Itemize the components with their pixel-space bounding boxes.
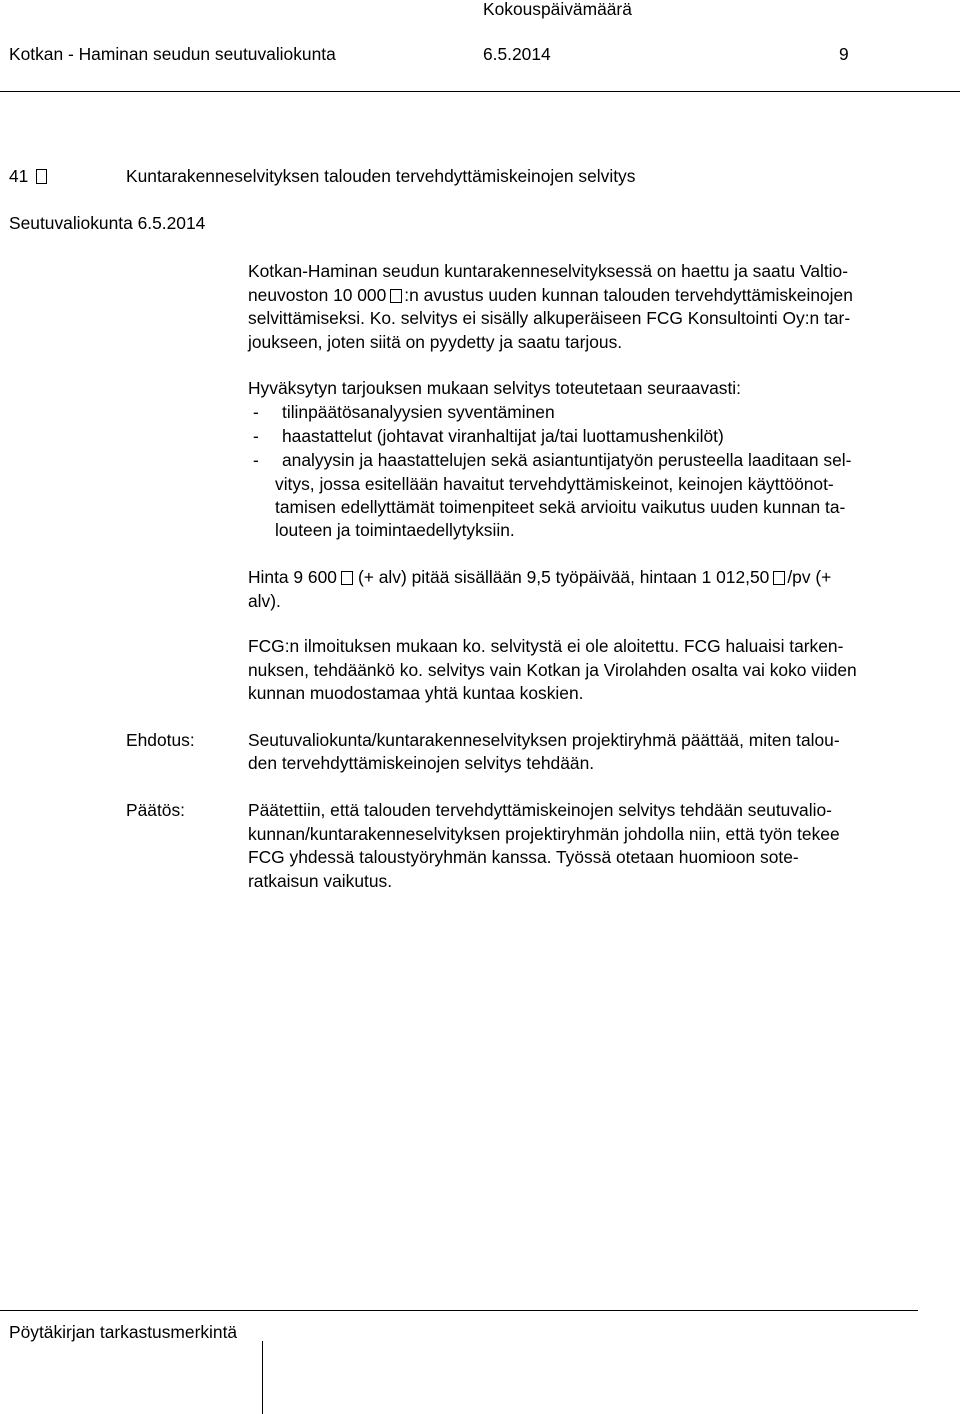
page-number: 9 — [839, 44, 849, 64]
section-symbol-box — [36, 169, 47, 184]
bullet-item-2: haastattelut (johtavat viranhaltijat ja/tai luottamushenkilöt) — [282, 426, 724, 446]
bullet-item-1: tilinpäätösanalyysien syventäminen — [282, 402, 555, 422]
decision-line2: kunnan/kuntarakenneselvityksen projektiryhmän johdolla niin, että työn tekee — [248, 824, 840, 844]
price-amount: Hinta 9 600 — [248, 567, 337, 587]
decision-line3: FCG yhdessä taloustyöryhmän kanssa. Työssä otetaan huomioon sote- — [248, 847, 799, 867]
paragraph1-line2-end: :n avustus uuden kunnan talouden tervehdyttämiskeinojen — [404, 285, 853, 305]
paragraph4-line2: nuksen, tehdäänkö ko. selvitys vain Kotkan ja Virolahden osalta vai koko viiden — [248, 660, 857, 680]
paragraph1-line1: Kotkan-Haminan seudun kuntarakenneselvityksessä on haettu ja saatu Valtio- — [248, 261, 849, 281]
section-number: 41 — [9, 166, 29, 186]
euro-symbol-box — [390, 289, 402, 303]
paragraph1-line2-start: neuvoston 10 000 — [248, 285, 387, 305]
proposal-line2: den tervehdyttämiskeinojen selvitys tehdään. — [248, 753, 595, 773]
paragraph1-line2 — [248, 285, 853, 306]
paragraph4-line1: FCG:n ilmoituksen mukaan ko. selvitystä ei ole aloitettu. FCG haluaisi tarken- — [248, 636, 844, 656]
signature-box-divider — [262, 1341, 263, 1414]
price-description: (+ alv) pitää sisällään 9,5 työpäivää, hintaan 1 012,50 — [357, 567, 770, 587]
paragraph2-intro: Hyväksytyn tarjouksen mukaan selvitys toteutetaan seuraavasti: — [248, 378, 741, 398]
decision-line1: Päätettiin, että talouden tervehdyttämiskeinojen selvitys tehdään seutuvalio- — [248, 800, 832, 820]
organization-name: Kotkan - Haminan seudun seutuvaliokunta — [9, 44, 336, 64]
euro-symbol-box — [773, 571, 785, 585]
footer-divider — [0, 1310, 918, 1311]
meeting-date-label: Kokouspäivämäärä — [483, 0, 632, 19]
bullet-marker: - — [253, 426, 259, 446]
paragraph1-line4: joukseen, joten siitä on pyydetty ja saatu tarjous. — [248, 332, 623, 352]
footer-label: Pöytäkirjan tarkastusmerkintä — [9, 1322, 238, 1342]
euro-symbol-box — [341, 571, 353, 585]
paragraph1-line3: selvittämiseksi. Ko. selvitys ei sisälly alkuperäiseen FCG Konsultointi Oy:n tar- — [248, 308, 851, 328]
section-subtitle: Seutuvaliokunta 6.5.2014 — [9, 213, 206, 233]
bullet-item-3-line3: tamisen edellyttämät toimenpiteet sekä arvioitu vaikutus uuden kunnan ta- — [275, 497, 846, 517]
meeting-date: 6.5.2014 — [483, 44, 551, 64]
proposal-label: Ehdotus: — [126, 730, 195, 750]
decision-line4: ratkaisun vaikutus. — [248, 871, 393, 891]
bullet-marker: - — [253, 450, 259, 470]
price-line1 — [248, 567, 831, 588]
paragraph4-line3: kunnan muodostamaa yhtä kuntaa koskien. — [248, 683, 584, 703]
price-line2: alv). — [248, 591, 281, 611]
decision-label: Päätös: — [126, 800, 185, 820]
bullet-marker: - — [253, 402, 259, 422]
header-divider — [0, 91, 960, 92]
section-title: Kuntarakenneselvityksen talouden tervehdyttämiskeinojen selvitys — [126, 166, 636, 186]
bullet-item-3-line1: analyysin ja haastattelujen sekä asiantuntijatyön perusteella laaditaan sel- — [282, 450, 852, 470]
proposal-line1: Seutuvaliokunta/kuntarakenneselvityksen projektiryhmä päättää, miten talou- — [248, 730, 840, 750]
price-per-day: /pv (+ — [787, 567, 832, 587]
bullet-item-3-line2: vitys, jossa esitellään havaitut tervehdyttämiskeinot, keinojen käyttöönot- — [275, 474, 834, 494]
bullet-item-3-line4: louteen ja toimintaedellytyksiin. — [275, 520, 515, 540]
